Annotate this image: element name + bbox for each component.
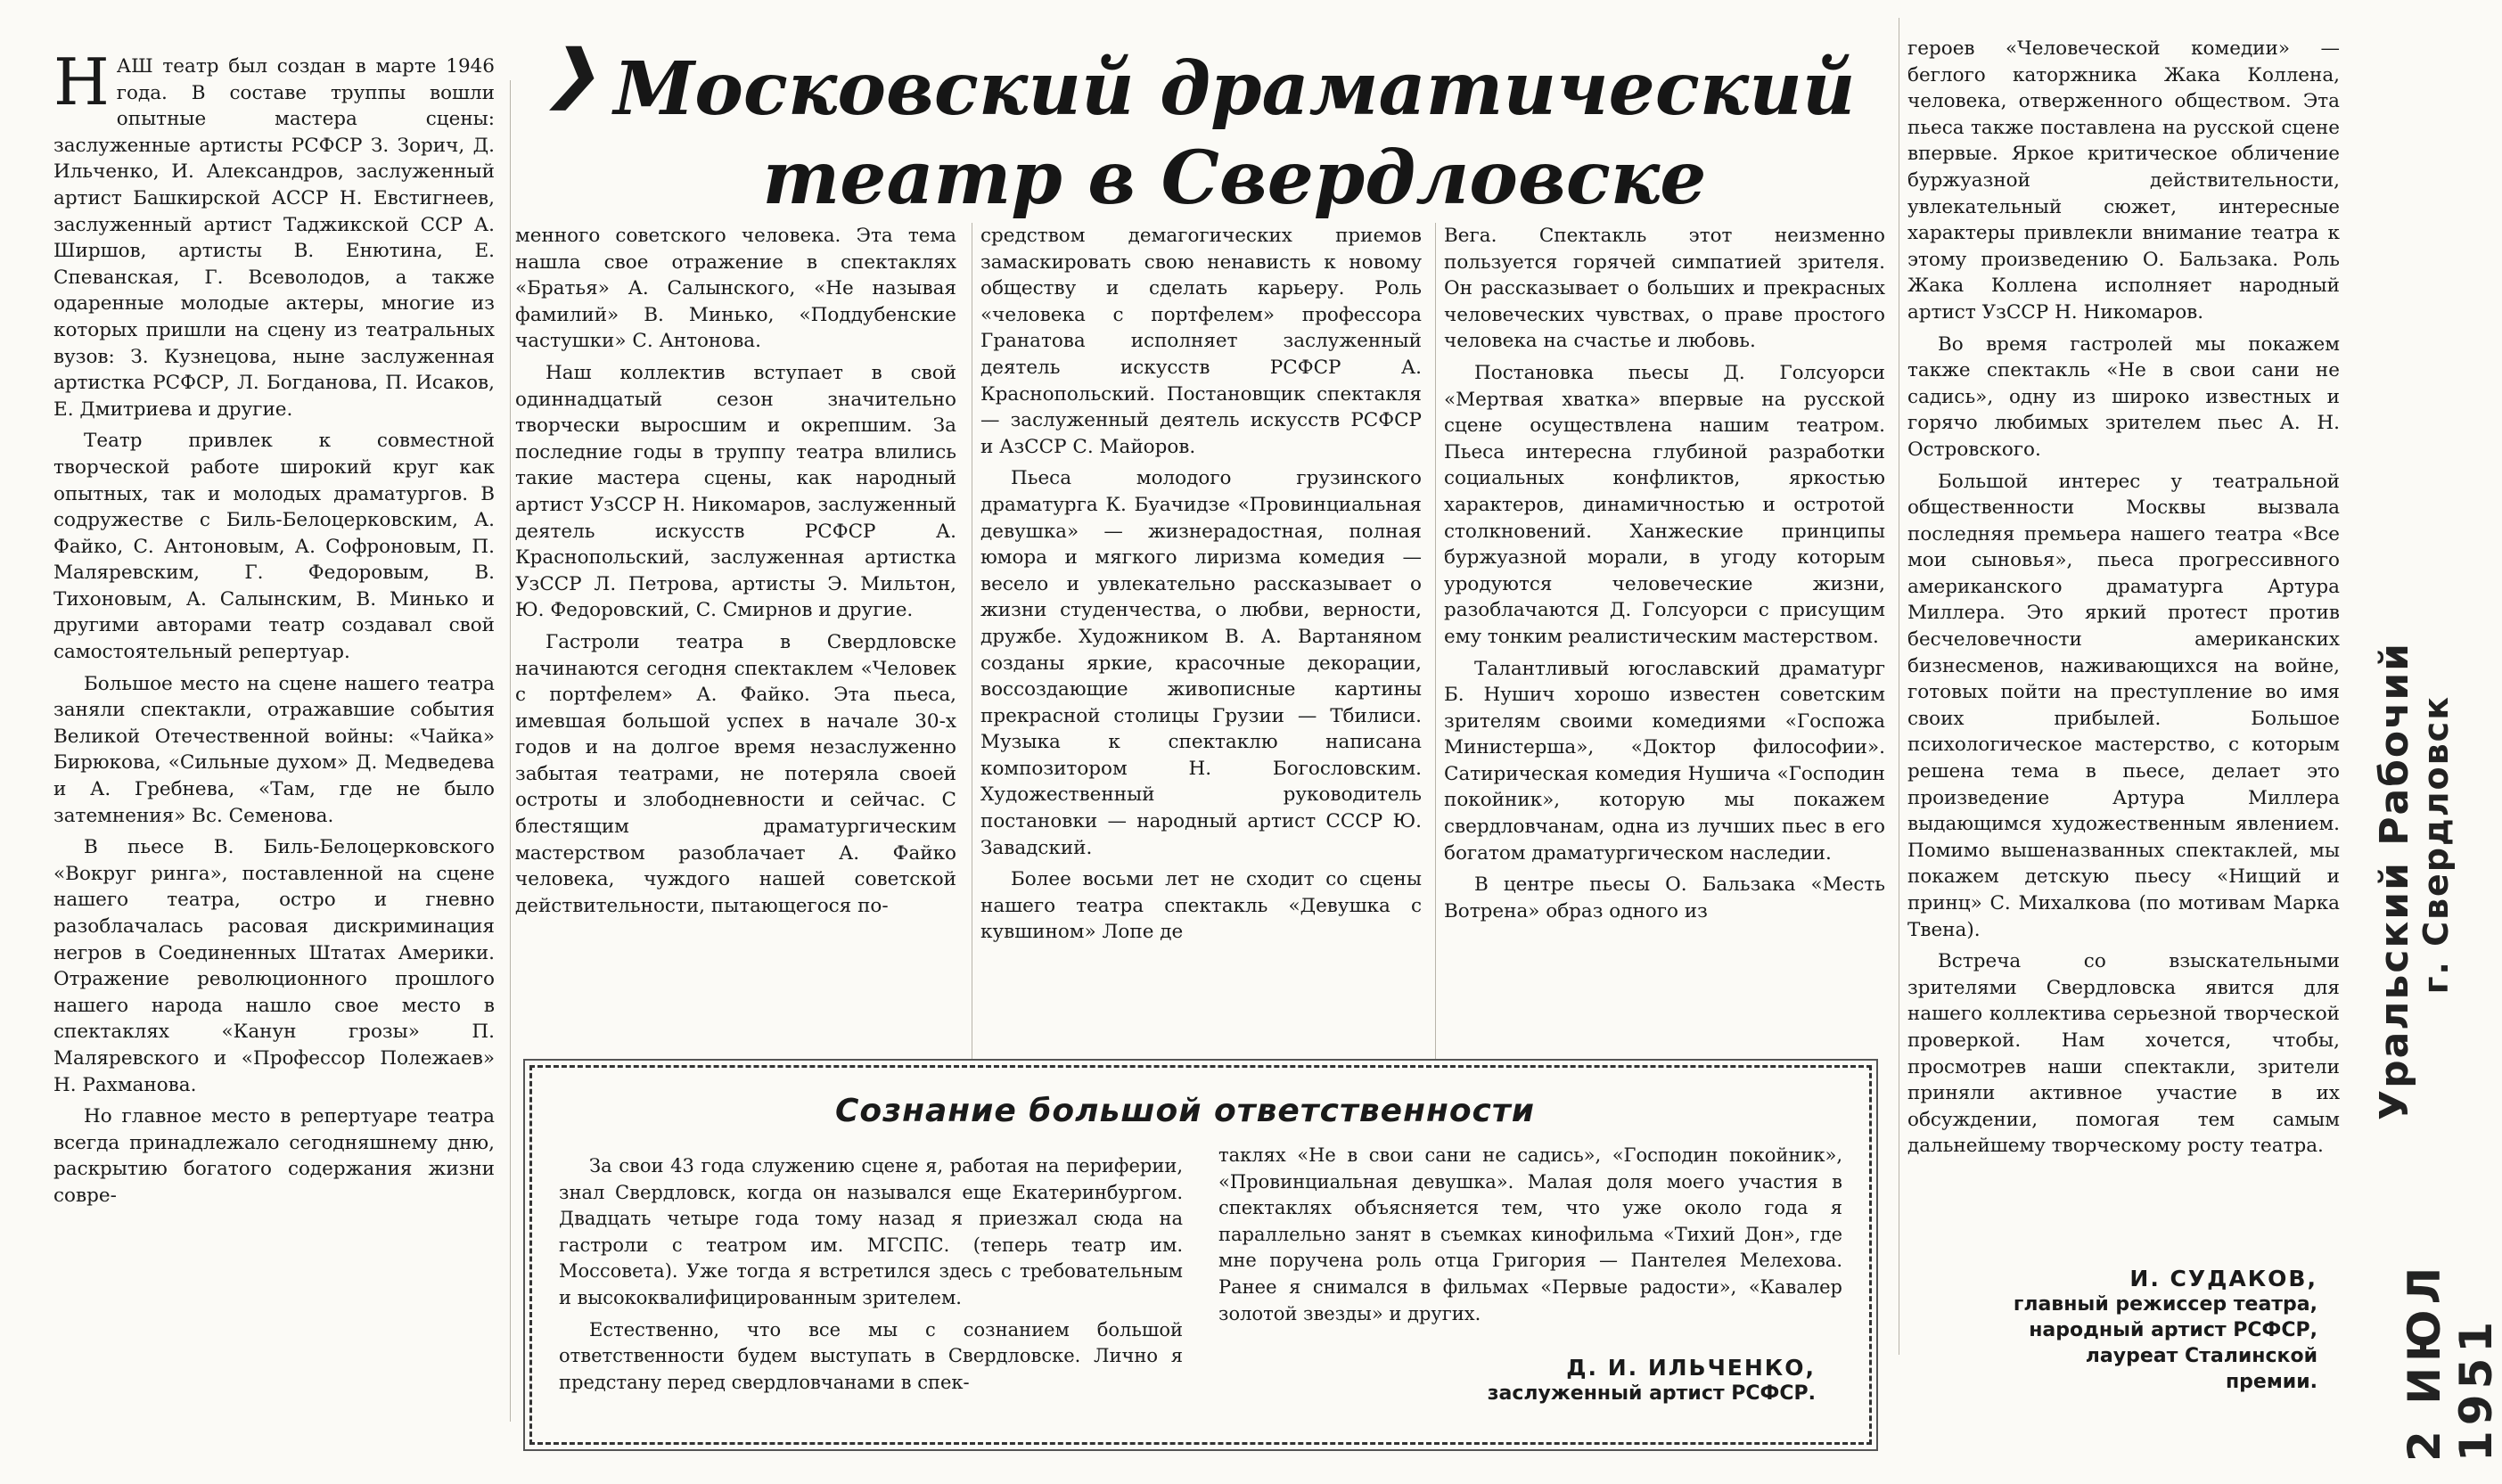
article-paragraph: Талантливый югославский драматург Б. Нушич хорошо известен советским зрителям своими комедиями «Госпожа Министерша», «Доктор философии». Сатирическая комедия Нушича «Господин покойник», которую мы покажем свердловчанам, одна из лучших пьес в его богатом драматургическом наследии. (1444, 657, 1885, 865)
article-paragraph: Наш коллектив вступает в свой одиннадцатый сезон значительно творчески выросшим и окрепшим. За последние годы в труппу театра влились такие мастера сцены, как народный артист УзССР Н. Никомаров, заслуженный деятель искусств РСФСР А. Краснопольский, заслуженная артистка УзССР Л. Петрова, артисты Э. Мильтон, Ю. Федоровский, С. Смирнов и другие. (515, 361, 956, 622)
article-column-4 (1444, 223, 1885, 1056)
article-paragraph: За свои 43 года служению сцене я, работая на периферии, знал Свердловск, когда он назывался еще Екатеринбургом. Двадцать четыре года тому назад я приезжал сюда на гастроли с театром им. МГСПС. (теперь театр им. Моссовета). Уже тогда я встретился здесь с требовательным и высококвалифицированным зрителем. (559, 1155, 1183, 1308)
article-paragraph: Естественно, что все мы с сознанием большой ответственности будем выступать в Свердловске. Лично я предстану перед свердловчанами в спек- (559, 1318, 1183, 1393)
stamp-city: г. Свердловск (2416, 695, 2456, 995)
sidebar-article-title: Сознание большой ответственности (835, 1093, 1535, 1129)
article-paragraph: менного советского человека. Эта тема нашла свое отражение в спектаклях «Братья» А. Салынского, «Не называя фамилий» В. Минько, «Поддубенские частушки» С. Антонова. (515, 225, 956, 353)
article-paragraph: Встреча со взыскательными зрителями Свердловска явится для нашего коллектива серьезной творческой проверкой. Нам хочется, чтобы, просмотрев наши спектакли, зрители приняли активное участие в их обсуждении, помогая тем самым дальнейшему творческому росту театра. (1907, 950, 2340, 1158)
article-paragraph (53, 45, 495, 422)
sidebar-signature (1334, 1355, 1816, 1406)
sidebar-article-box (529, 1065, 1872, 1445)
article-paragraph: таклях «Не в свои сани не садись», «Господин покойник», «Провинциальная девушка». Малая доля моего участия в спектаклях объясняется тем, что уже около года я параллельно занят в съемках кинофильма «Тихий Дон», где мне поручена роль отца Григория — Пантелея Мелехова. Ранее я снимался в фильмах «Первые радости», «Кавалер золотой звезды» и других. (1218, 1144, 1842, 1324)
article-paragraph: средством демагогических приемов замаскировать свою ненависть к новому обществу и сделать карьеру. Роль «человека с портфелем» профессора Гранатова исполняет заслуженный деятель искусств РСФСР А. Краснопольский. Постановщик спектакля — заслуженный деятель искусств РСФСР и АзССР С. Майоров. (980, 225, 1422, 458)
article-column-1 (53, 45, 495, 1413)
sidebar-author-title: заслуженный артист РСФСР. (1487, 1382, 1816, 1405)
article-paragraph: Гастроли театра в Свердловске начинаются сегодня спектаклем «Человек с портфелем» А. Файко. Эта пьеса, имевшая большой успех в начале 30-х годов и на долгое время незаслуженно забытая театрами, не потеряла своей остроты и злободневности и сейчас. С блестящим драматургическим мастерством разоблачает А. Файко человека, чуждого нашей советской действительности, пытающегося по- (515, 630, 956, 917)
author-title: премии. (2225, 1371, 2317, 1393)
article-paragraph: Пьеса молодого грузинского драматурга К. Буачидзе «Провинциальная девушка» — жизнерадостная, полная юмора и мягкого лиризма комедия — весело и увлекательно рассказывает о жизни студенчества, о любви, верности, дружбе. Художником В. А. Вартаняном созданы яркие, красочные декорации, воссоздающие живописные картины прекрасной столицы Грузии — Тбилиси. Музыка к спектаклю написана композитором Н. Богословским. Художественный руководитель постановки — народный артист СССР Ю. Завадский. (980, 467, 1422, 859)
article-paragraph: Большое место на сцене нашего театра заняли спектакли, отражавшие события Великой Отечественной войны: «Чайка» Бирюкова, «Сильные духом» Д. Медведева и А. Гребнева, «Там, где не было затемнения» Вс. Семенова. (53, 672, 495, 827)
drop-cap: Н (53, 45, 110, 119)
sidebar-author-name: Д. И. ИЛЬЧЕНКО, (1566, 1355, 1816, 1381)
article-headline (570, 45, 1899, 223)
author-name: И. СУДАКОВ, (2129, 1266, 2317, 1291)
article-paragraph: В центре пьесы О. Бальзака «Месть Вотрена» образ одного из (1444, 873, 1885, 922)
author-title: главный режиссер театра, (2013, 1293, 2317, 1316)
article-paragraph: героев «Человеческой комедии» — беглого каторжника Жака Коллена, человека, отверженного обществом. Эта пьеса также поставлена на русской сцене впервые. Яркое критическое обличение буржуазной действительности, увлекательный сюжет, интересные характеры привлекли внимание театра к этому произведению О. Бальзака. Роль Жака Коллена исполняет народный артист УзССР Н. Никомаров. (1907, 37, 2340, 324)
article-paragraph: Большой интерес у театральной общественности Москвы вызвала последняя премьера нашего театра «Все мои сыновья», пьеса прогрессивного американского драматурга Артура Миллера. Это яркий протест против бесчеловечности американских бизнесменов, наживающихся на войне, готовых пойти на преступление во имя своих прибылей. Большое психологическое мастерство, с которым решена тема в пьесе, делает это произведение Артура Миллера выдающимся художественным явлением. Помимо вышеназванных спектаклей, мы покажем детскую пьесу «Нищий и принц» С. Михалкова (по мотивам Марка Твена). (1907, 470, 2340, 941)
archive-stamp (2367, 36, 2502, 1462)
article-paragraph: Театр привлек к совместной творческой работе широкий круг как опытных, так и молодых драматургов. В содружестве с Биль-Белоцерковским, А. Файко, С. Антоновым, А. Софроновым, П. Маляревским, Г. Федоровым, В. Тихоновым, А. Салынским, В. Минько и другими авторами театр создавал свой самостоятельный репертуар. (53, 430, 495, 664)
stamp-date: 2 ИЮЛ 1951 (2399, 1261, 2502, 1462)
author-title: лауреат Сталинской (2085, 1345, 2317, 1367)
sidebar-column-2 (1218, 1143, 1842, 1330)
author-signature (1925, 1266, 2317, 1395)
author-title: народный артист РСФСР, (2029, 1319, 2317, 1341)
article-column-3 (980, 223, 1422, 1056)
article-paragraph: Вега. Спектакль этот неизменно пользуется горячей симпатией зрителя. Он рассказывает о больших и прекрасных человеческих чувствах, о праве простого человека на счастье и любовь. (1444, 225, 1885, 353)
article-paragraph: Постановка пьесы Д. Голсуорси «Мертвая хватка» впервые на русской сцене осуществлена нашим театром. Пьеса интересна глубиной разработки социальных конфликтов, яркостью характеров, динамичностью и остротой столкновений. Ханжеские принципы буржуазной морали, в угоду которым уродуются человеческие жизни, разоблачаются Д. Голсуорси с присущим ему тонким реалистическим мастерством. (1444, 361, 1885, 648)
column-rule (1435, 223, 1436, 1061)
article-paragraph: Но главное место в репертуаре театра всегда принадлежало сегодняшнему дню, раскрытию богатого содержания жизни совре- (53, 1105, 495, 1207)
paragraph-text: АШ театр был создан в марте 1946 года. В составе труппы вошли опытные мастера сцены: заслуженные артисты РСФСР З. Зорич, Д. Ильченко, И. Александров, заслуженный артист Башкирской АССР Н. Евстигнеев, заслуженный артист Таджикской ССР А. Ширшов, артисты В. Енютина, Е. Спеванская, Г. Всеволодов, а также одаренные молодые актеры, многие из которых пришли на сцену из театральных вузов: З. Кузнецова, ныне заслуженная артистка РСФСР, Л. Богданова, П. Исаков, Е. Дмитриева и другие. (53, 55, 495, 421)
headline-line-2: театр в Свердловске (762, 135, 1707, 221)
article-paragraph: В пьесе В. Биль-Белоцерковского «Вокруг ринга», поставленной на сцене нашего театра, остро и гневно разоблачалась расовая дискриминация негров в Соединенных Штатах Америки. Отражение революционного прошлого нашего народа нашло свое место в спектаклях «Канун грозы» П. Маляревского и «Профессор Полежаев» Н. Рахманова. (53, 836, 495, 1096)
sidebar-column-1 (559, 1153, 1183, 1434)
headline-line-1: Московский драматический (613, 46, 1856, 132)
article-column-5 (1907, 36, 2340, 1266)
stamp-newspaper: Уральский Рабочий (2372, 642, 2417, 1120)
article-paragraph: Более восьми лет не сходит со сцены нашего театра спектакль «Девушка с кувшином» Лопе де (980, 868, 1422, 944)
headline-mark: ❯ (546, 36, 598, 110)
article-column-2 (515, 223, 956, 1056)
column-rule (510, 80, 511, 1422)
article-paragraph: Во время гастролей мы покажем также спектакль «Не в свои сани не садись», одну из широко известных и горячо любимых зрителем пьес А. Н. Островского. (1907, 332, 2340, 461)
